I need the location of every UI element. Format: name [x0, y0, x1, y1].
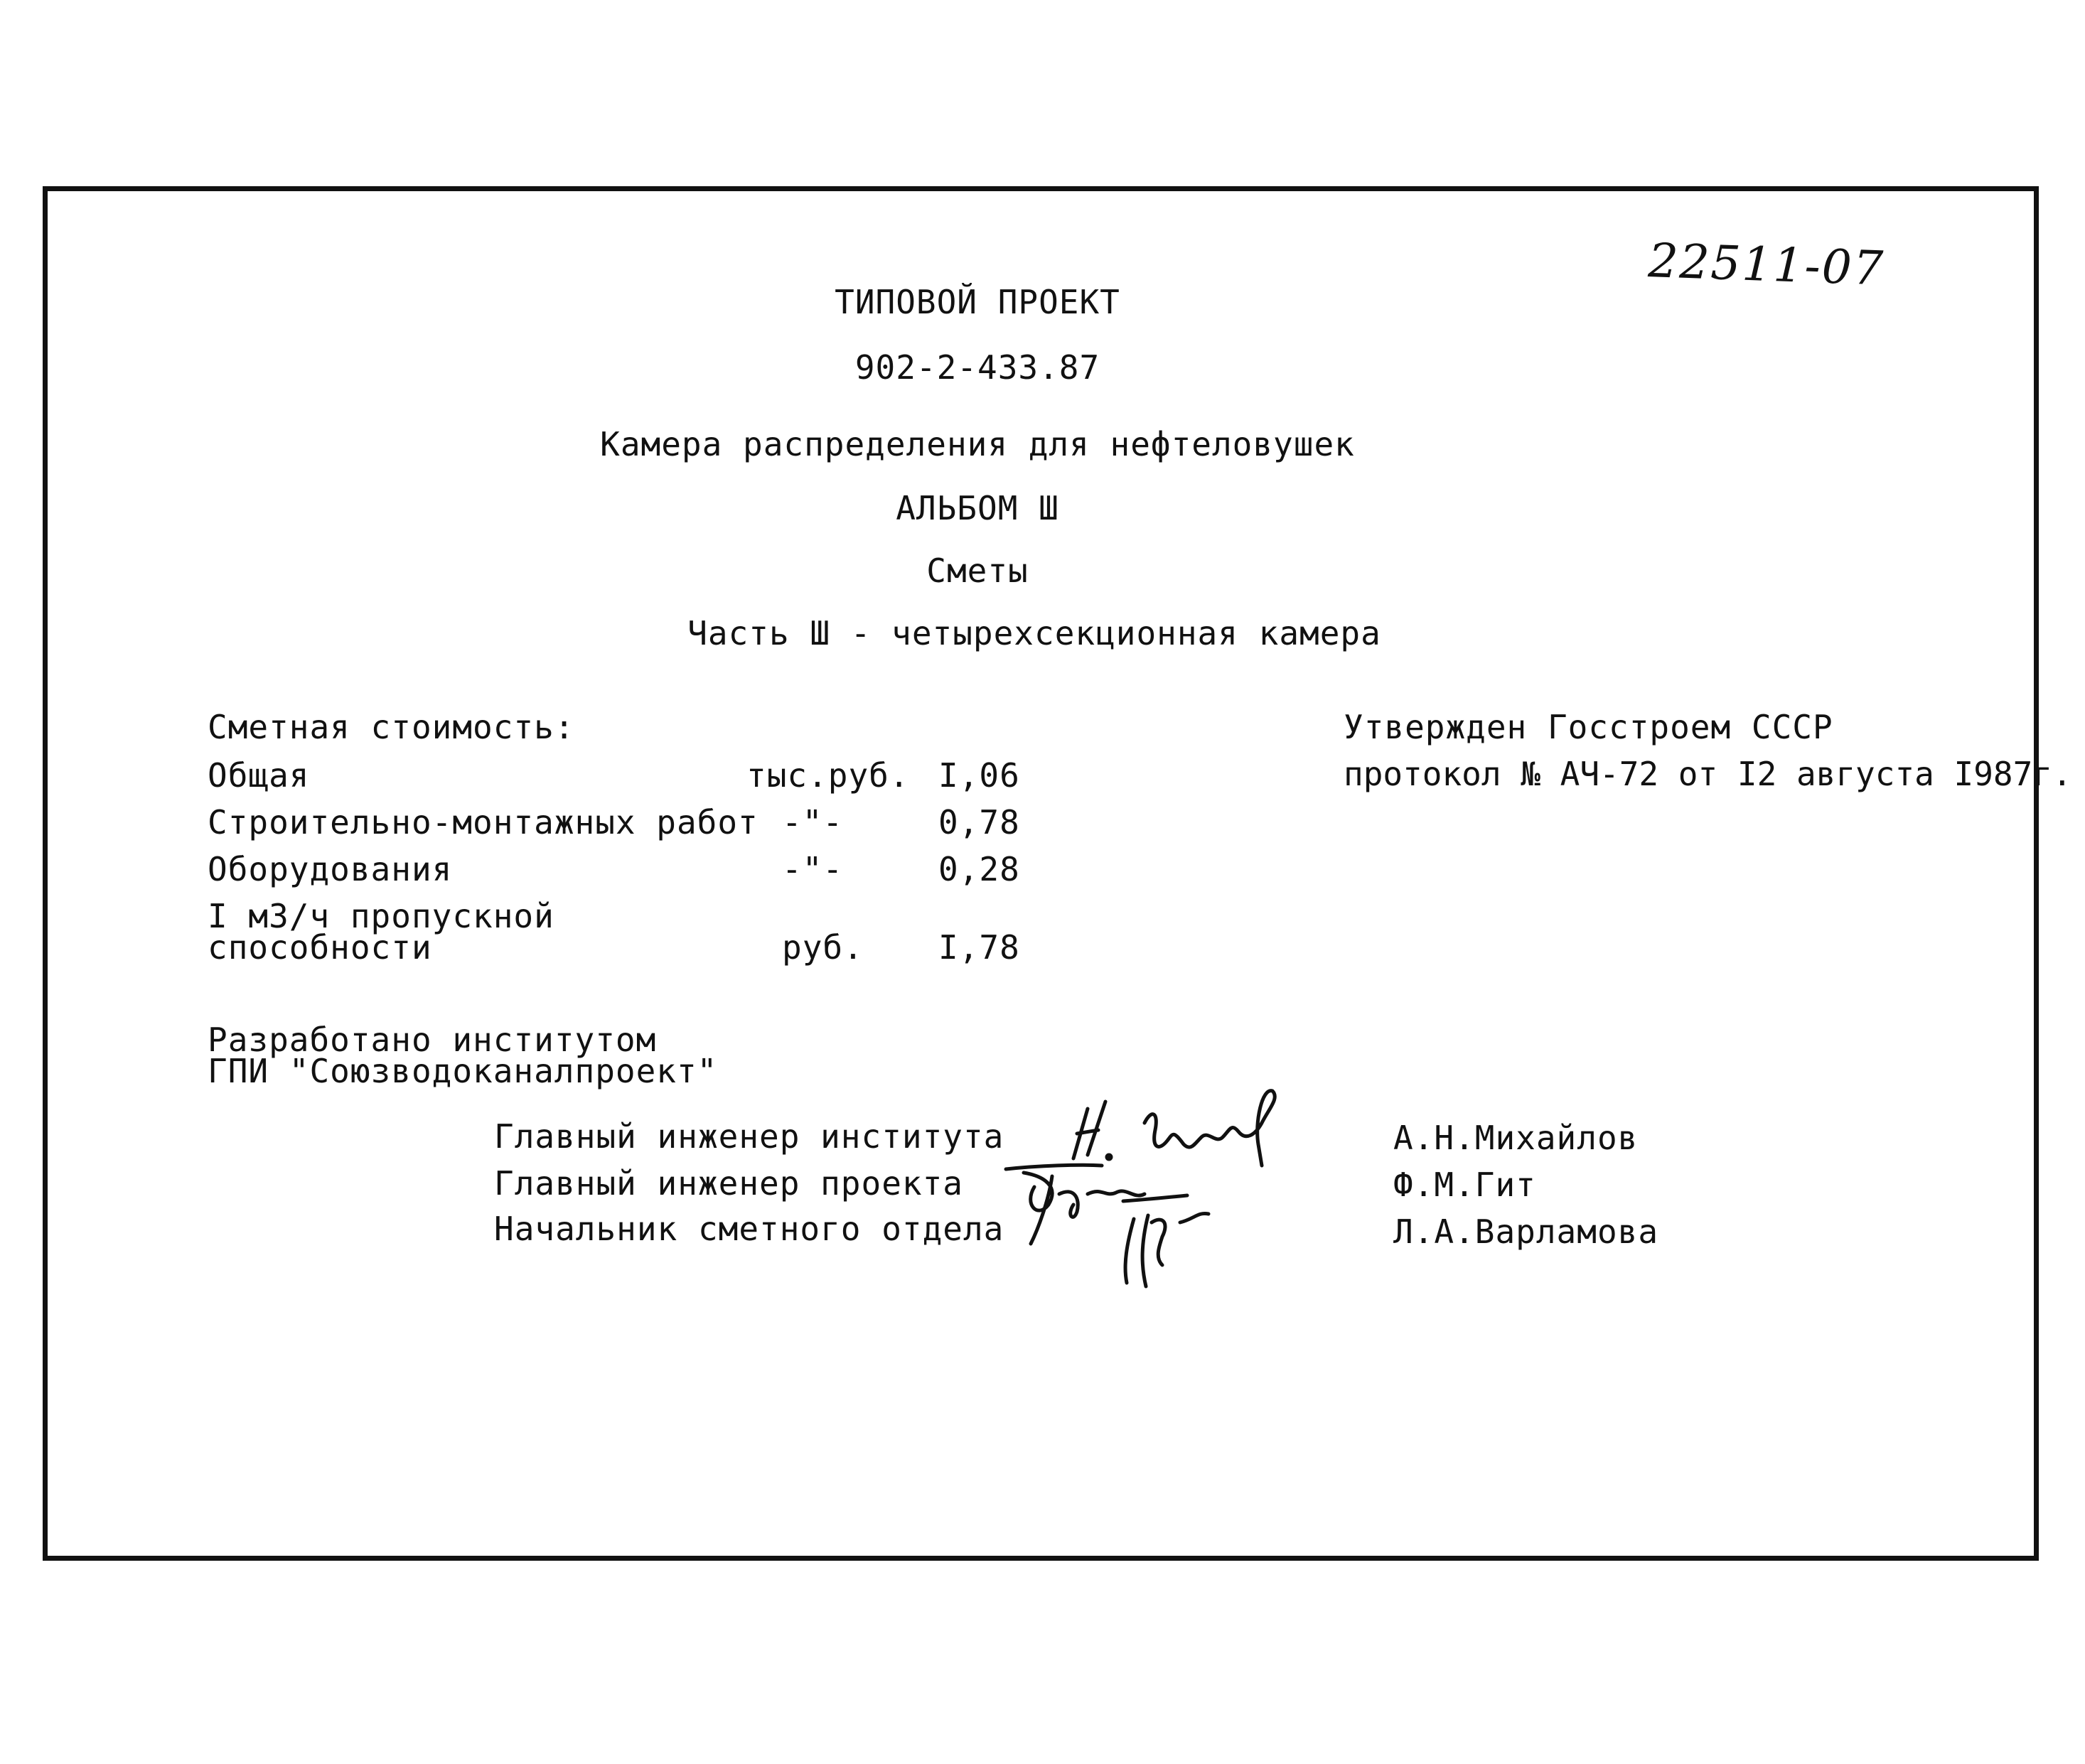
estimate-row-unit: -"- [782, 850, 844, 888]
estimate-row-unit: тыс.руб. [746, 756, 910, 795]
signatory-name: Л.А.Варламова [1393, 1212, 1659, 1251]
doc-title: ТИПОВОЙ ПРОЕКТ [835, 283, 1120, 321]
signatory-name: А.Н.Михайлов [1393, 1119, 1639, 1157]
signatory-role: Главный инженер института [494, 1117, 1004, 1156]
estimate-row-unit: -"- [782, 803, 844, 841]
estimate-row-unit: руб. [782, 928, 864, 967]
album-label: АЛЬБОМ Ш [896, 489, 1059, 527]
approval-line2: протокол № АЧ-72 от I2 августа I987г. [1344, 755, 2072, 793]
signatory-role: Главный инженер проекта [494, 1164, 963, 1203]
signatory-role: Начальник сметного отдела [494, 1210, 1004, 1248]
project-code: 902-2-433.87 [854, 348, 1100, 387]
estimate-row-value: 0,28 [938, 850, 1020, 888]
developer-line1: Разработано институтом [208, 1021, 657, 1059]
signatory-name: Ф.М.Гит [1393, 1166, 1536, 1204]
estimate-row-value: 0,78 [938, 803, 1020, 841]
estimate-row-label: I м3/ч пропускной [208, 897, 554, 935]
estimate-row-label: Строительно-монтажных работ [208, 803, 759, 841]
estimate-row-value: I,06 [938, 756, 1020, 795]
handwritten-number: 22511-07 [1647, 233, 1886, 296]
handwritten-signatures [981, 1080, 1379, 1294]
estimate-row-value: I,78 [938, 928, 1020, 967]
part-label: Часть Ш - четырехсекционная камера [687, 614, 1381, 652]
doc-subject: Камера распределения для нефтеловушек [600, 425, 1355, 463]
estimate-row-label: Оборудования [208, 850, 453, 888]
estimate-heading: Сметная стоимость: [208, 708, 575, 746]
estimate-row-label: Общая [208, 756, 310, 795]
developer-line2: ГПИ "Союзводоканалпроект" [208, 1052, 718, 1090]
section-label: Сметы [926, 552, 1029, 590]
estimate-row-label: способности [208, 928, 432, 967]
approval-line1: Утвержден Госстроем СССР [1344, 708, 1833, 746]
